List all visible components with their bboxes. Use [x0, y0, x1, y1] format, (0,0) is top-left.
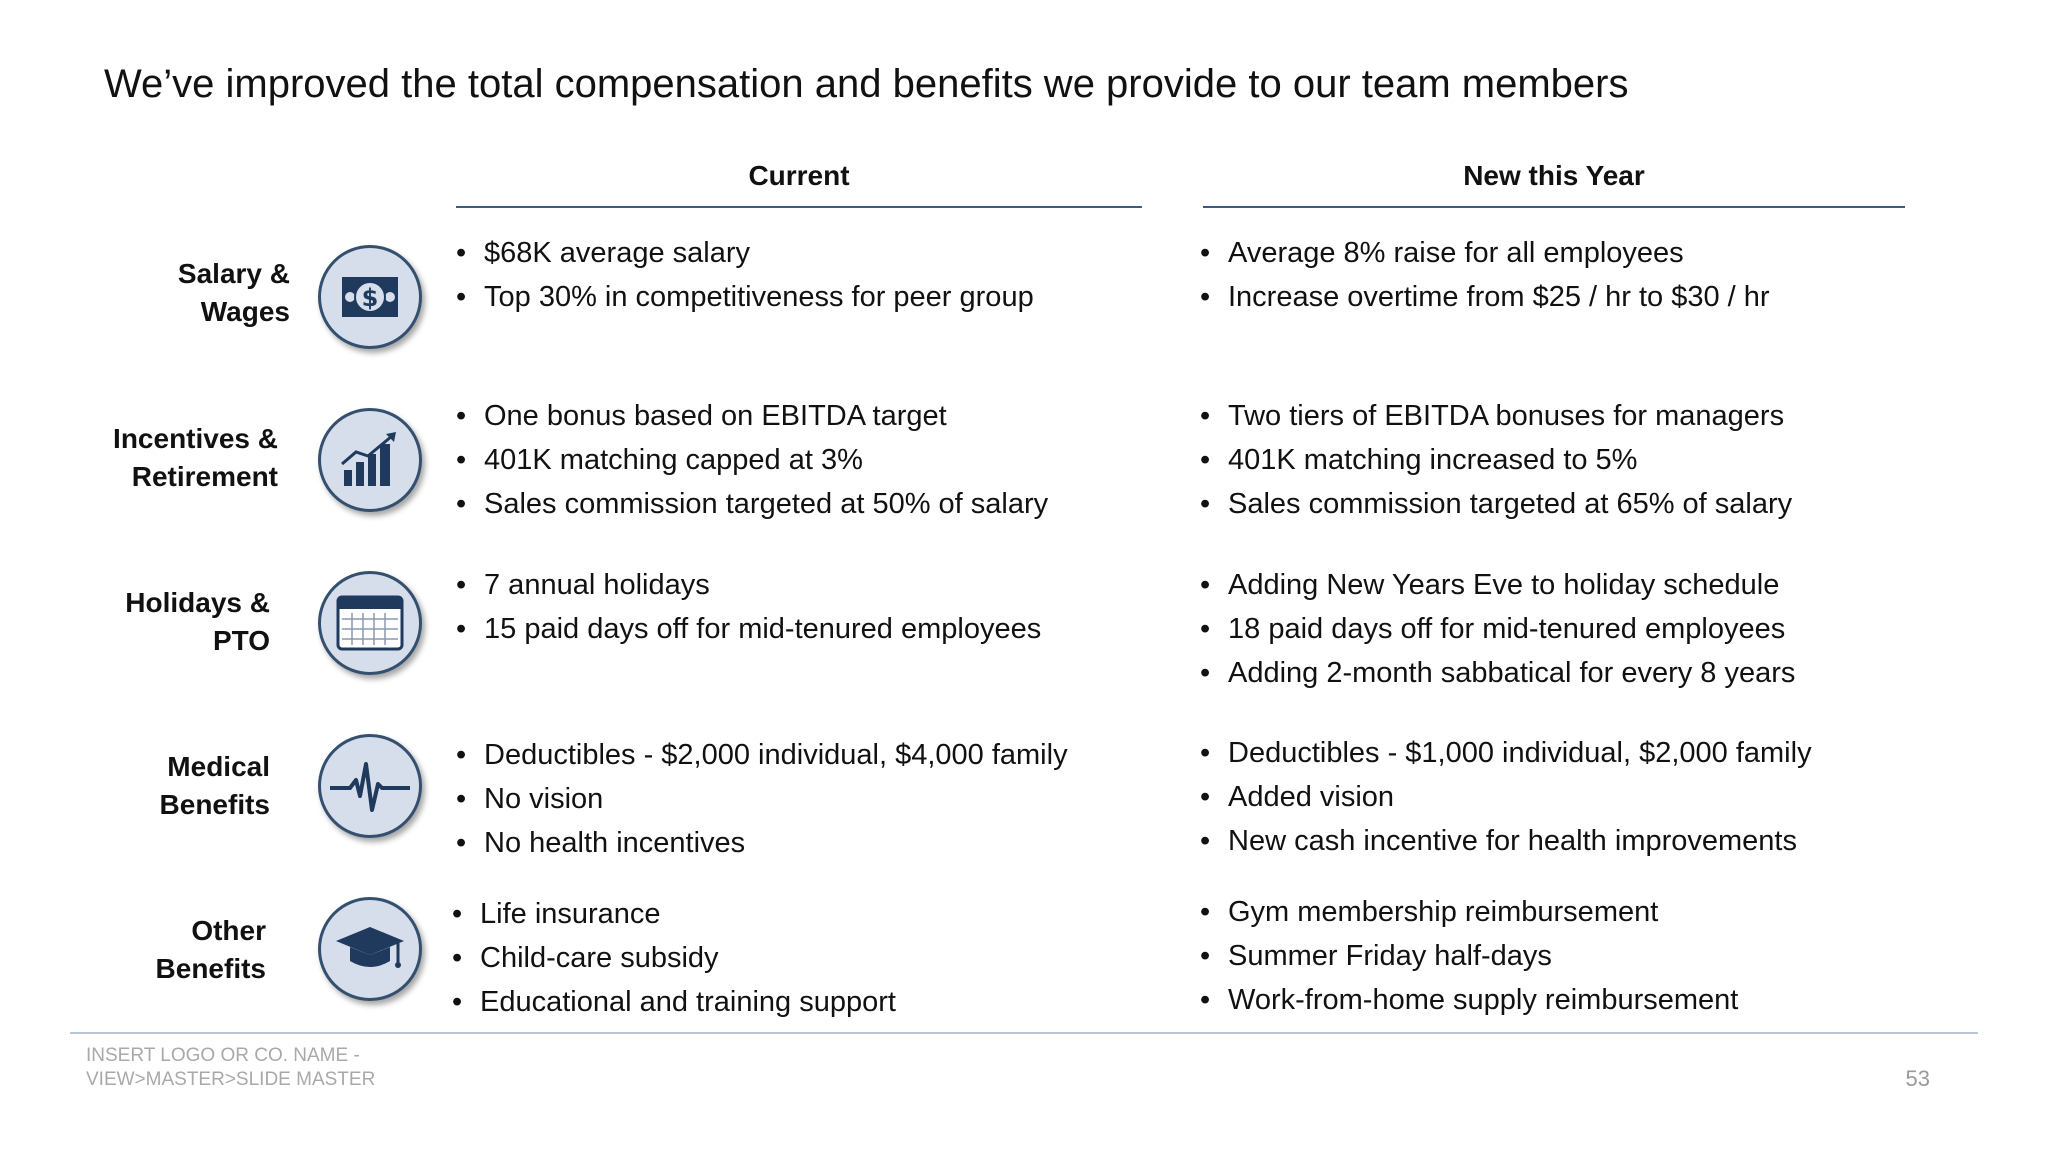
list-item: • Average 8% raise for all employees	[1200, 231, 1770, 275]
row-label-line: Other	[191, 915, 266, 946]
list-item: • Adding New Years Eve to holiday schedule	[1200, 563, 1795, 607]
current-list-incentives-retirement	[456, 394, 1048, 526]
row-label-incentives-retirement	[58, 420, 278, 496]
row-label-line: PTO	[212, 625, 270, 656]
footer-divider	[70, 1032, 1978, 1034]
list-item: • Child-care subsidy	[452, 936, 896, 980]
list-item: • 401K matching capped at 3%	[456, 438, 1048, 482]
footer-text-line: INSERT LOGO OR CO. NAME -	[86, 1045, 360, 1066]
new-list-medical-benefits	[1200, 731, 1812, 863]
list-item: • Sales commission targeted at 50% of salary	[456, 482, 1048, 526]
row-label-holidays-pto	[50, 584, 270, 660]
list-item: • 15 paid days off for mid-tenured employees	[456, 607, 1041, 651]
current-list-holidays-pto	[456, 563, 1041, 651]
page-number: 53	[1905, 1066, 1930, 1091]
row-label-line: Benefits	[155, 953, 266, 984]
list-item: • Work-from-home supply reimbursement	[1200, 978, 1738, 1022]
list-item: • Adding 2-month sabbatical for every 8 years	[1200, 651, 1795, 695]
current-list-other-benefits	[452, 892, 896, 1024]
list-item: • Deductibles - $1,000 individual, $2,000 family	[1200, 731, 1812, 775]
new-list-other-benefits	[1200, 890, 1738, 1022]
list-item: • Top 30% in competitiveness for peer group	[456, 275, 1034, 319]
new-list-holidays-pto	[1200, 563, 1795, 695]
row-label-line: Salary &	[177, 258, 290, 289]
current-list-salary-wages	[456, 231, 1034, 319]
new-list-salary-wages	[1200, 231, 1770, 319]
footer-company-placeholder	[86, 1044, 375, 1092]
list-item: • Life insurance	[452, 892, 896, 936]
heartbeat-icon	[318, 734, 422, 838]
money-icon	[318, 245, 422, 349]
list-item: • No vision	[456, 777, 1068, 821]
list-item: • One bonus based on EBITDA target	[456, 394, 1048, 438]
list-item: • $68K average salary	[456, 231, 1034, 275]
column-header-new-this-year: New this Year	[1203, 160, 1905, 208]
list-item: • Increase overtime from $25 / hr to $30 / hr	[1200, 275, 1770, 319]
list-item: • Summer Friday half-days	[1200, 934, 1738, 978]
list-item: • Gym membership reimbursement	[1200, 890, 1738, 934]
list-item: • Deductibles - $2,000 individual, $4,000 family	[456, 733, 1068, 777]
slide-title: We’ve improved the total compensation and benefits we provide to our team members	[104, 62, 1629, 106]
list-item: • New cash incentive for health improvements	[1200, 819, 1812, 863]
list-item: • 7 annual holidays	[456, 563, 1041, 607]
row-label-line: Holidays &	[125, 587, 270, 618]
list-item: • Two tiers of EBITDA bonuses for managers	[1200, 394, 1792, 438]
list-item: • 401K matching increased to 5%	[1200, 438, 1792, 482]
row-label-line: Wages	[200, 296, 290, 327]
row-label-other-benefits	[46, 912, 266, 988]
growth-chart-icon	[318, 408, 422, 512]
calendar-icon	[318, 571, 422, 675]
row-label-salary-wages	[70, 255, 290, 331]
current-list-medical-benefits	[456, 733, 1068, 865]
column-header-current: Current	[456, 160, 1142, 208]
row-label-line: Incentives &	[113, 423, 278, 454]
new-list-incentives-retirement	[1200, 394, 1792, 526]
svg-text:$: $	[361, 284, 379, 312]
row-label-line: Retirement	[131, 461, 278, 492]
row-label-line: Benefits	[159, 789, 270, 820]
list-item: • 18 paid days off for mid-tenured employees	[1200, 607, 1795, 651]
footer-text-line: VIEW>MASTER>SLIDE MASTER	[86, 1069, 376, 1090]
graduation-cap-icon	[318, 897, 422, 1001]
list-item: • Educational and training support	[452, 980, 896, 1024]
list-item: • No health incentives	[456, 821, 1068, 865]
row-label-medical-benefits	[50, 748, 270, 824]
list-item: • Sales commission targeted at 65% of salary	[1200, 482, 1792, 526]
row-label-line: Medical	[167, 751, 270, 782]
list-item: • Added vision	[1200, 775, 1812, 819]
